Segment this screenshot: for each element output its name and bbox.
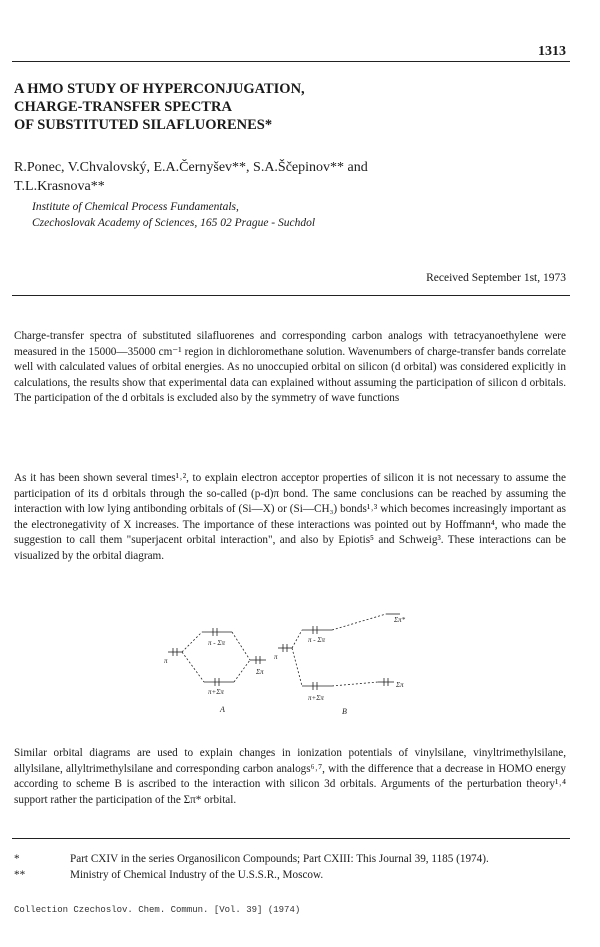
- authors-line-1: R.Ponec, V.Chvalovský, E.A.Černyšev**, S.A.Ščepinov** and: [14, 160, 368, 175]
- title-line-1: A HMO STUDY OF HYPERCONJUGATION,: [14, 81, 305, 97]
- affiliation-line-1: Institute of Chemical Process Fundamentals,: [32, 201, 239, 213]
- label-pi-minus-sigma-b: π - Σπ: [308, 636, 326, 644]
- footnote-mark: *: [14, 853, 20, 865]
- article-title: [14, 80, 574, 134]
- footnote-rule: [12, 838, 570, 839]
- abstract: Charge-transfer spectra of substituted silafluorenes and corresponding carbon analogs with tetracyanoethylene were measured in the 15000—35000 cm⁻¹ region in dichloromethane solution. Wavenumbers of charge-transfer bands correlate well with calculated values of orbital energies. As no unoccupied orbital on silicon (d orbital) was considered explicitly in calculations, the results show that experimental data can explained without assuming the participation of silicon d orbitals. The participation of the d orbitals is excluded also by the symmetry of wave functions: [14, 330, 566, 405]
- title-line-3: OF SUBSTITUTED SILAFLUORENES*: [14, 117, 273, 133]
- body-paragraph-2: Similar orbital diagrams are used to explain changes in ionization potentials of vinylsilane, vinyltrimethylsilane, allylsilane, allyltrimethylsilane and corresponding carbon analogs⁶˒⁷, with the difference that a decrease in HOMO energy according to scheme B is ascribed to the interaction with silicon 3d orbitals. Arguments of the perturbation theory¹˒⁴ support rather the participation of the Σπ* orbital.: [14, 747, 566, 806]
- footnote-2: [14, 868, 574, 884]
- footnote-1: [14, 852, 574, 868]
- footnote-text: Part CXIV in the series Organosilicon Compounds; Part CXIII: This Journal 39, 1185 (1974).: [70, 853, 489, 865]
- header-rule: [12, 61, 570, 62]
- footnotes: [14, 852, 574, 883]
- label-sigma-pi-star-b: Σπ*: [394, 616, 406, 624]
- affiliation-line-2: Czechoslovak Academy of Sciences, 165 02 Prague - Suchdol: [32, 217, 316, 229]
- scheme-label-b: B: [342, 707, 347, 716]
- page-number: 1313: [538, 44, 566, 59]
- label-pi-minus-sigma-a: π - Σπ: [208, 639, 226, 647]
- label-pi-b: π: [274, 653, 278, 661]
- scheme-label-a: A: [220, 705, 225, 714]
- label-sigma-pi-b: Σπ: [396, 681, 404, 689]
- running-footer: Collection Czechoslov. Chem. Commun. [Vol. 39] (1974): [14, 905, 301, 915]
- label-pi-plus-sigma-b: π+Σπ: [308, 694, 324, 702]
- body-paragraph-1: As it has been shown several times¹˒², to explain electron acceptor properties of silicon it is not necessary to assume the participation of its d orbitals through the so-called (p-d)π bond. The same conclusions can be reached by assuming the interaction with low lying antibonding orbitals of (Si—X) or (Si—CH₃) bonds¹˒³ which becomes increasingly important as the electronegativity of X increases. The importance of these interactions was pointed out by Hoffmann⁴, who made the suggestion to call them "superjacent orbital interaction", and also by Epiotis⁵ and Schweig³. These interactions can be visualized by the orbital diagram.: [14, 472, 566, 562]
- orbital-diagram: [162, 608, 422, 723]
- affiliation: [32, 199, 572, 231]
- footnote-mark: **: [14, 868, 26, 881]
- label-pi-plus-sigma-a: π+Σπ: [208, 688, 224, 696]
- abstract-rule: [12, 295, 570, 296]
- authors: [14, 158, 574, 196]
- label-pi-a: π: [164, 657, 168, 665]
- received-date: Received September 1st, 1973: [426, 272, 566, 284]
- footnote-text: Ministry of Chemical Industry of the U.S.S.R., Moscow.: [70, 868, 324, 881]
- title-line-2: CHARGE-TRANSFER SPECTRA: [14, 99, 232, 115]
- authors-line-2: T.L.Krasnova**: [14, 179, 105, 194]
- label-sigma-pi-a: Σπ: [256, 668, 264, 676]
